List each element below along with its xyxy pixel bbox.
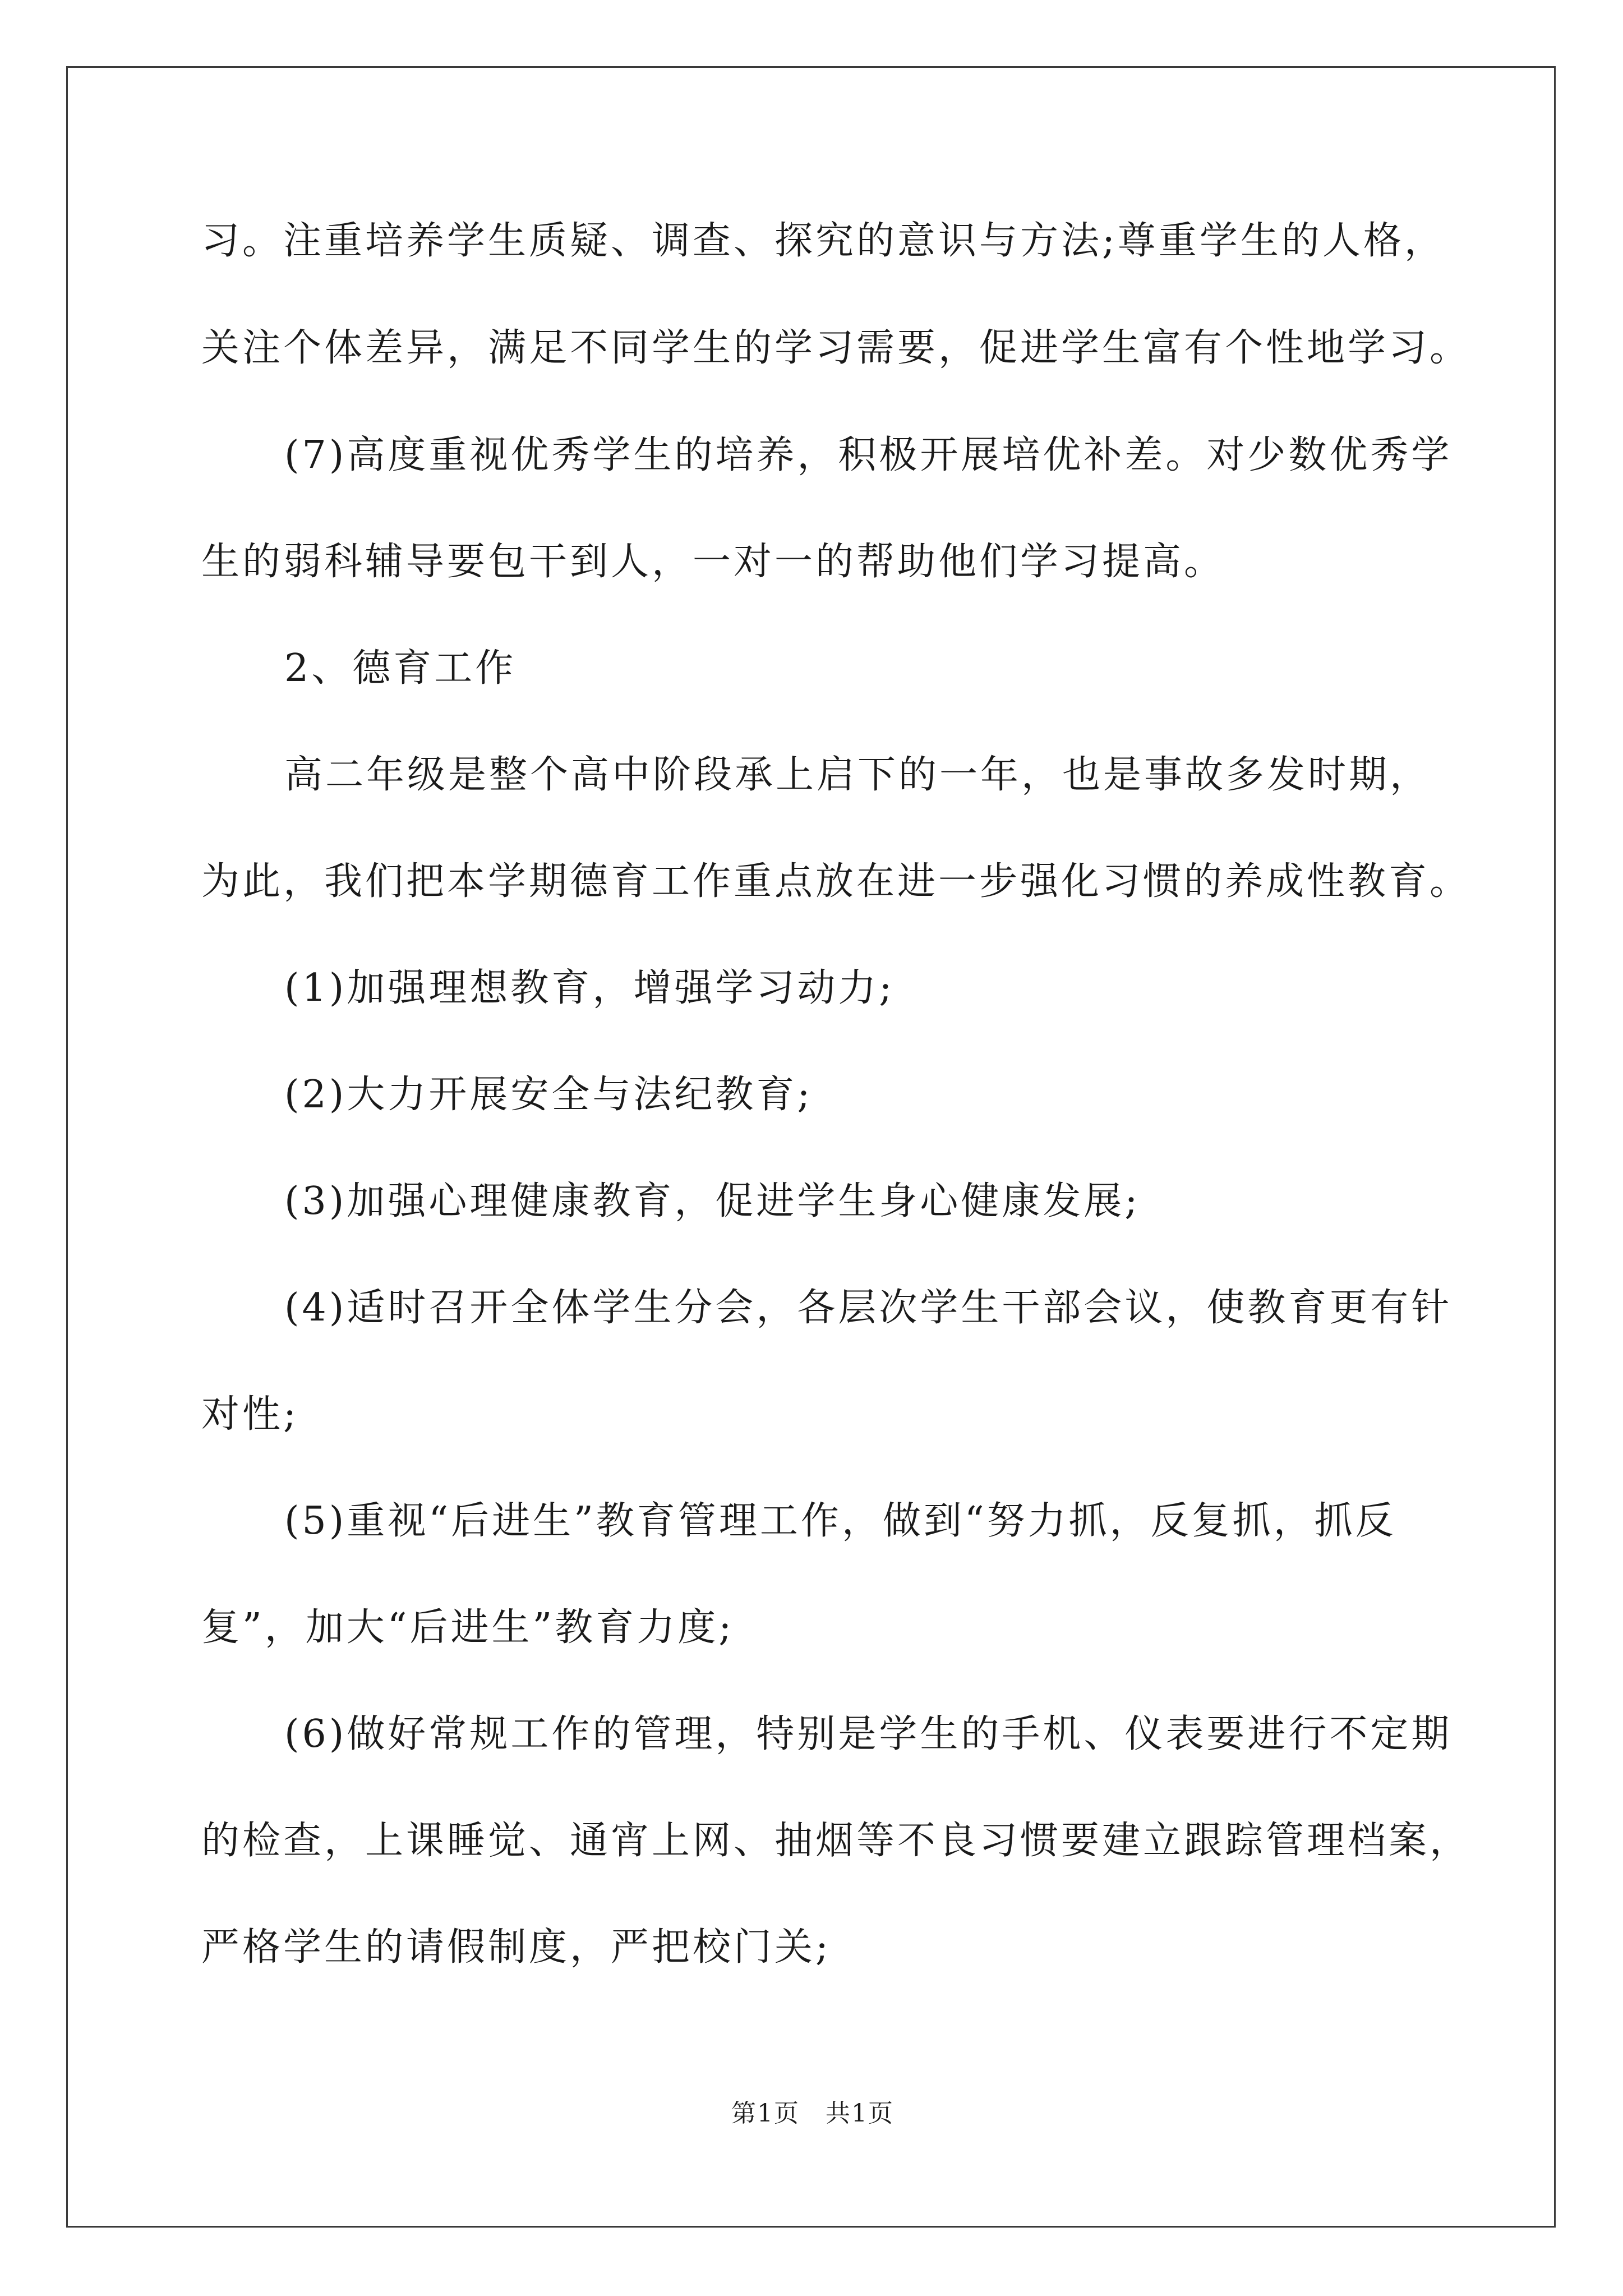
text-line: (4)适时召开全体学生分会，各层次学生干部会议，使教育更有针 [284, 1286, 1453, 1330]
text-line: 关注个体差异，满足不同学生的学习需要，促进学生富有个性地学习。 [201, 326, 1471, 370]
page-number: 第1页 共1页 [731, 2099, 894, 2128]
text-line: (5)重视“后进生”教育管理工作，做到“努力抓，反复抓，抓反 [284, 1499, 1396, 1543]
page-frame [66, 66, 1556, 2228]
section-heading: 2、德育工作 [284, 646, 517, 691]
text-line: (6)做好常规工作的管理，特别是学生的手机、仪表要进行不定期 [284, 1712, 1453, 1756]
text-line: 为此，我们把本学期德育工作重点放在进一步强化习惯的养成性教育。 [201, 859, 1471, 904]
text-line: 高二年级是整个高中阶段承上启下的一年，也是事故多发时期， [284, 753, 1431, 797]
text-line: (2)大力开展安全与法纪教育; [284, 1073, 813, 1117]
document-body [201, 68, 1508, 2143]
text-line: 严格学生的请假制度，严把校门关; [201, 1925, 831, 1970]
text-line: 对性; [201, 1392, 299, 1437]
text-line: (1)加强理想教育，增强学习动力; [284, 966, 895, 1010]
text-line: (3)加强心理健康教育，促进学生身心健康发展; [284, 1179, 1141, 1223]
text-line: 复”，加大“后进生”教育力度; [201, 1605, 735, 1650]
text-line: 生的弱科辅导要包干到人，一对一的帮助他们学习提高。 [201, 540, 1225, 584]
text-line: (7)高度重视优秀学生的培养，积极开展培优补差。对少数优秀学 [284, 433, 1453, 477]
text-line: 的检查，上课睡觉、通宵上网、抽烟等不良习惯要建立跟踪管理档案， [201, 1819, 1471, 1863]
text-line: 习。注重培养学生质疑、调查、探究的意识与方法;尊重学生的人格， [201, 219, 1445, 263]
